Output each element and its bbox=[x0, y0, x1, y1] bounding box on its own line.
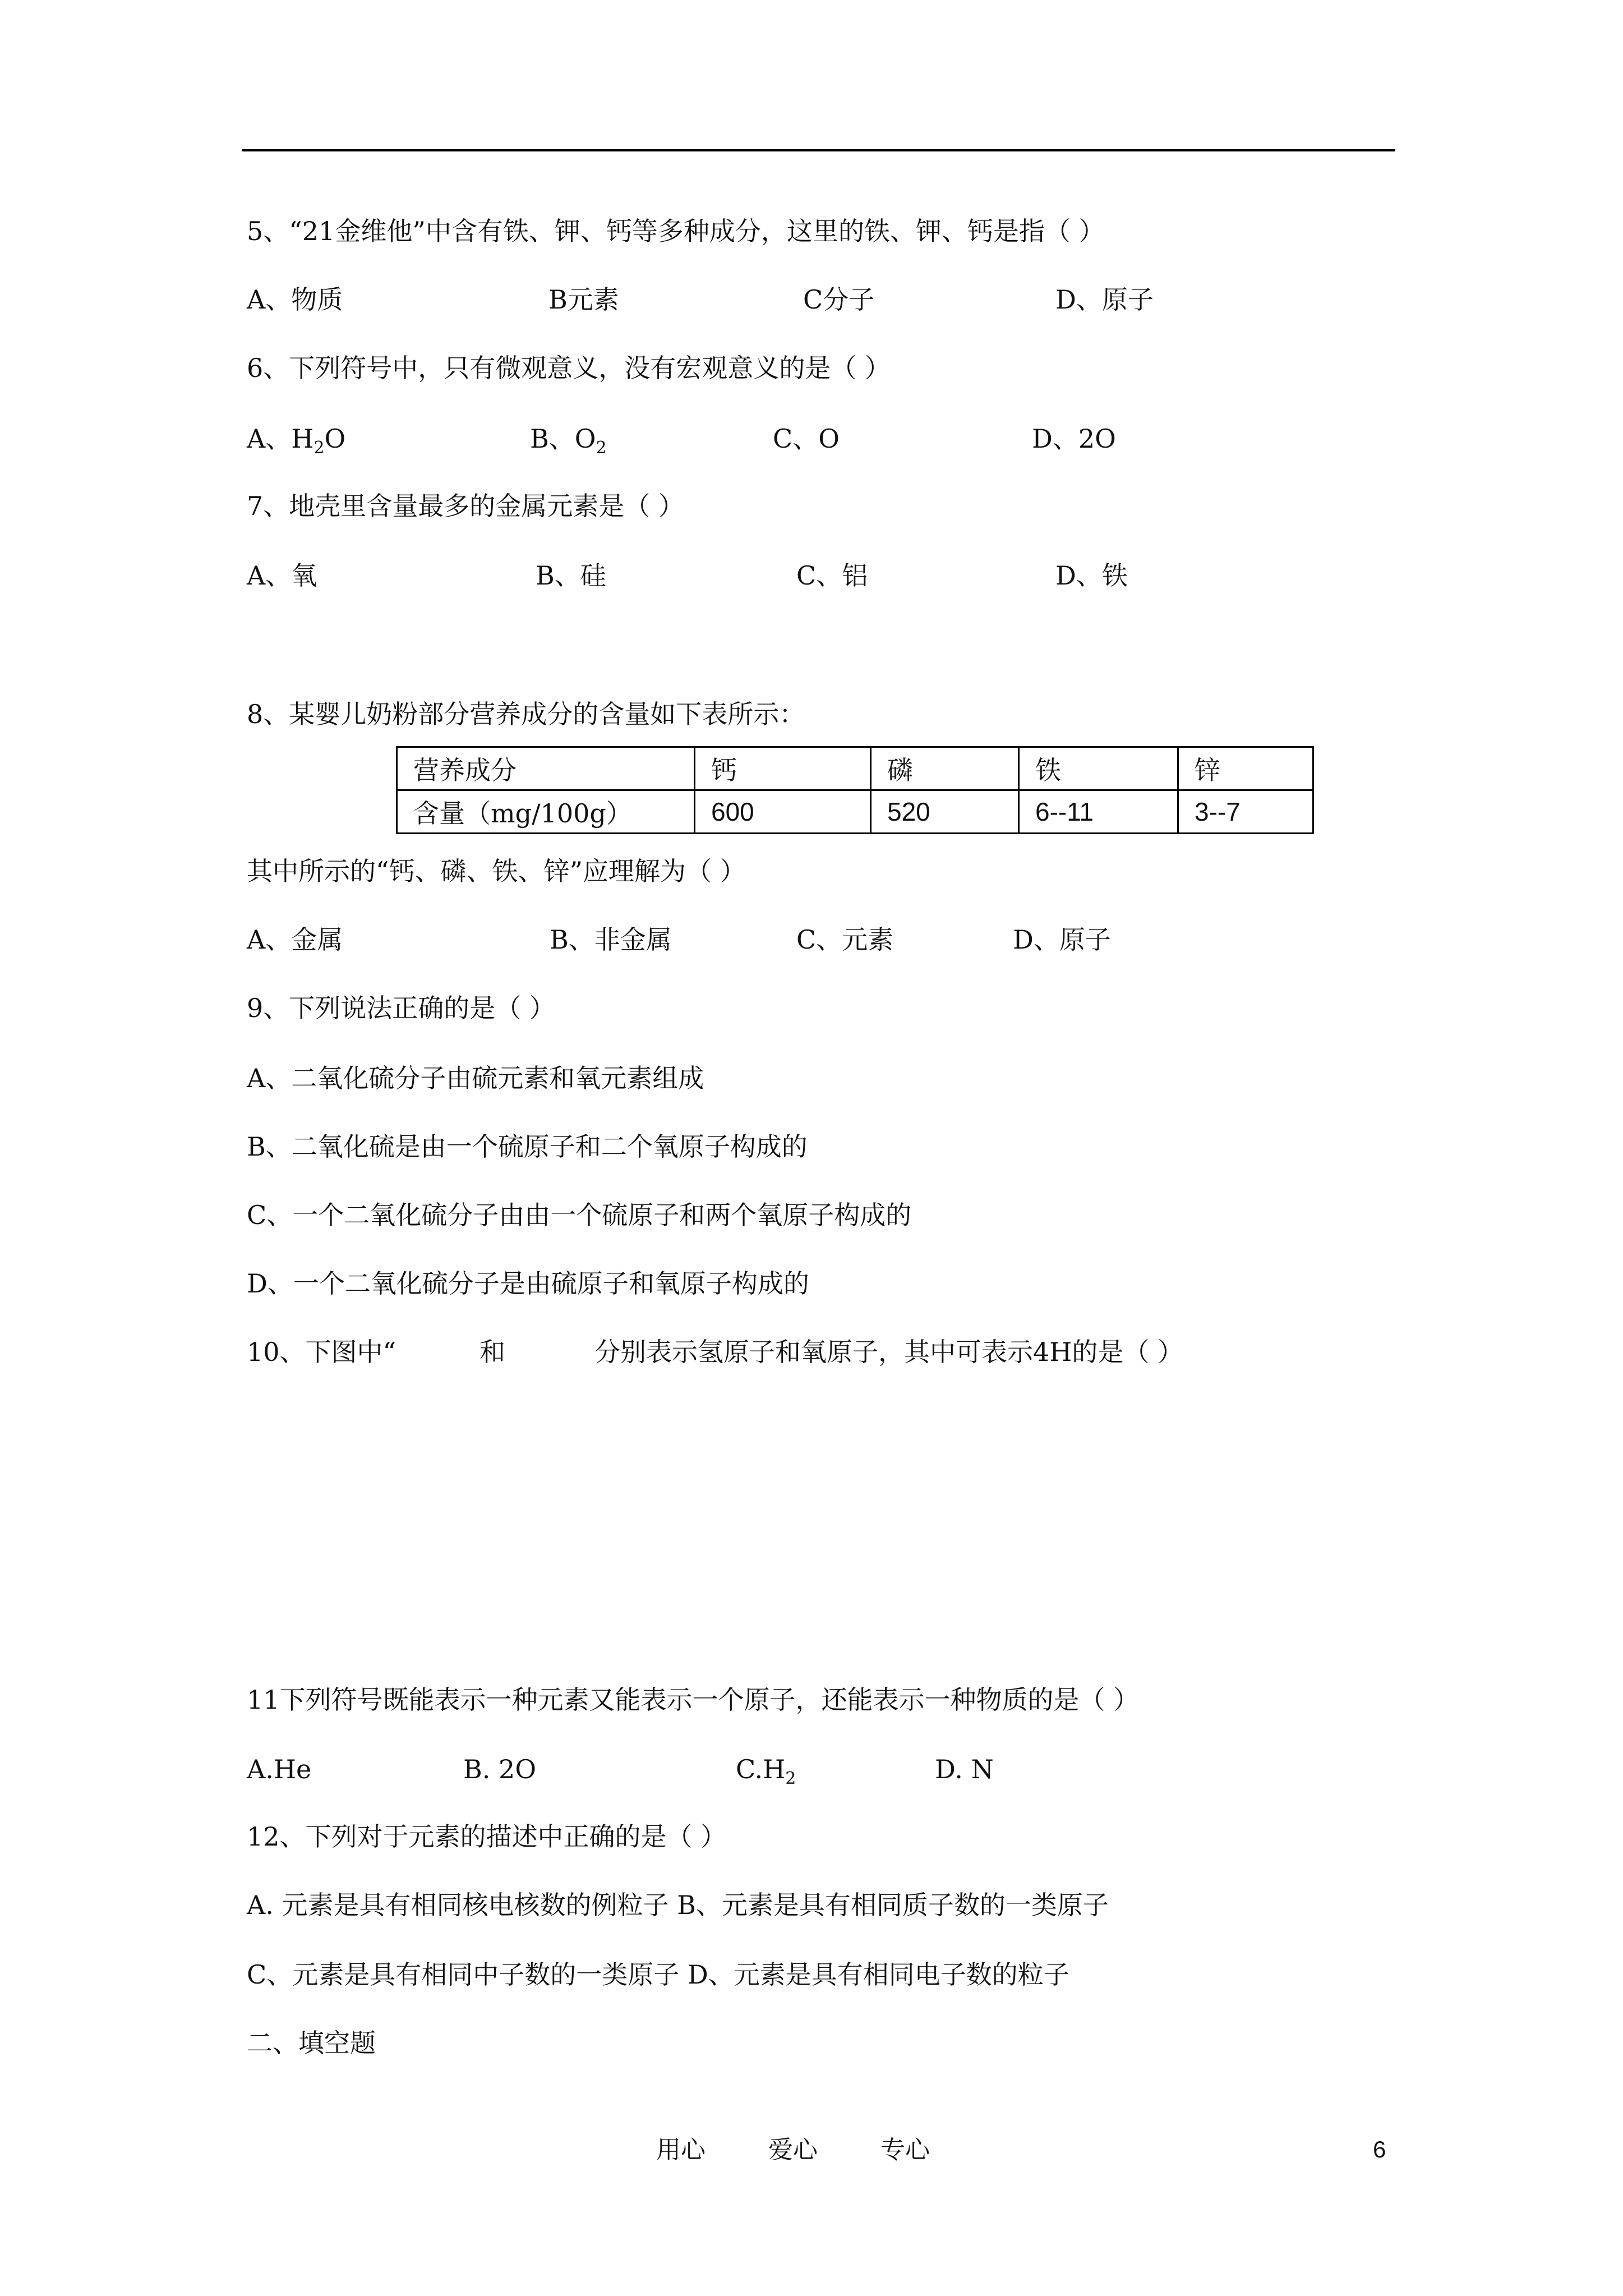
header-rule bbox=[242, 149, 1395, 151]
question-7-option-a: A、氧 bbox=[247, 560, 317, 591]
question-9-option-c: C、一个二氧化硫分子由由一个硫原子和两个氧原子构成的 bbox=[247, 1200, 912, 1230]
footer-text-1: 用心 bbox=[656, 2136, 706, 2164]
question-9-option-a: A、二氧化硫分子由硫元素和氧元素组成 bbox=[247, 1063, 704, 1093]
question-11-option-a: A.He bbox=[247, 1754, 312, 1784]
table-cell: 含量（mg/100g） bbox=[397, 790, 695, 834]
question-10-part-2: 和 bbox=[479, 1337, 505, 1367]
question-11-option-c: $C.H_2$ bbox=[736, 1754, 796, 1788]
question-8-option-a: A、金属 bbox=[247, 924, 343, 955]
question-12-options-cd: C、元素是具有相同中子数的一类原子 D、元素是具有相同电子数的粒子 bbox=[247, 1959, 1069, 1990]
question-6-option-b: B、$O_2$ bbox=[530, 424, 607, 458]
question-8-option-c: C、元素 bbox=[796, 924, 894, 955]
question-7-stem: 7、地壳里含量最多的金属元素是（ ） bbox=[247, 491, 684, 521]
nutrition-table bbox=[396, 746, 1314, 834]
question-6-stem: 6、下列符号中，只有微观意义，没有宏观意义的是（ ） bbox=[247, 353, 891, 383]
question-6-option-d: D、2O bbox=[1032, 424, 1116, 454]
question-11-stem: 11下列符号既能表示一种元素又能表示一个原子，还能表示一种物质的是（ ） bbox=[247, 1685, 1140, 1715]
table-row bbox=[397, 790, 1313, 834]
question-7-option-d: D、铁 bbox=[1055, 560, 1128, 591]
question-5-option-a: A、物质 bbox=[247, 284, 343, 315]
question-12-options-ab: A. 元素是具有相同核电核数的例粒子 B、元素是具有相同质子数的一类原子 bbox=[247, 1890, 1109, 1920]
question-5-option-b: B元素 bbox=[548, 284, 619, 315]
question-9-stem: 9、下列说法正确的是（ ） bbox=[247, 993, 555, 1023]
table-cell: 3--7 bbox=[1178, 790, 1313, 834]
table-cell: 600 bbox=[695, 790, 871, 834]
table-cell: 锌 bbox=[1178, 747, 1313, 790]
question-6-option-a: A、$H_2O$ bbox=[247, 424, 346, 458]
question-8-option-b: B、非金属 bbox=[550, 924, 672, 955]
question-8-option-d: D、原子 bbox=[1013, 924, 1111, 955]
section-2-heading: 二、填空题 bbox=[247, 2028, 376, 2058]
table-cell: 营养成分 bbox=[397, 747, 695, 790]
table-cell: 钙 bbox=[695, 747, 871, 790]
question-8-follow: 其中所示的“钙、磷、铁、锌”应理解为（ ） bbox=[247, 856, 746, 886]
question-7-option-c: C、铝 bbox=[796, 560, 868, 591]
table-cell: 铁 bbox=[1019, 747, 1178, 790]
question-7-option-b: B、硅 bbox=[536, 560, 606, 591]
question-8-stem: 8、某婴儿奶粉部分营养成分的含量如下表所示： bbox=[247, 699, 805, 729]
question-9-option-b: B、二氧化硫是由一个硫原子和二个氧原子构成的 bbox=[247, 1131, 808, 1162]
question-5-option-d: D、原子 bbox=[1055, 284, 1154, 315]
question-9-option-d: D、一个二氧化硫分子是由硫原子和氧原子构成的 bbox=[247, 1268, 809, 1299]
question-10-part-3: 分别表示氢原子和氧原子，其中可表示4H的是（ ） bbox=[594, 1337, 1184, 1367]
question-10-part-1: 10、下图中“ bbox=[247, 1337, 396, 1367]
table-cell: 520 bbox=[871, 790, 1019, 834]
question-11-option-b: B. 2O bbox=[463, 1754, 537, 1784]
question-6-option-c: C、O bbox=[773, 424, 840, 454]
footer-text-2: 爱心 bbox=[768, 2136, 818, 2164]
question-5-option-c: C分子 bbox=[803, 284, 875, 315]
footer-text-3: 专心 bbox=[880, 2136, 930, 2164]
table-header-row bbox=[397, 747, 1313, 790]
question-12-stem: 12、下列对于元素的描述中正确的是（ ） bbox=[247, 1821, 727, 1852]
table-cell: 磷 bbox=[871, 747, 1019, 790]
table-cell: 6--11 bbox=[1019, 790, 1178, 834]
question-11-option-d: D. N bbox=[935, 1754, 994, 1784]
question-5-stem: 5、“21金维他”中含有铁、钾、钙等多种成分，这里的铁、钾、钙是指（ ） bbox=[247, 216, 1105, 246]
page-number: 6 bbox=[1373, 2136, 1386, 2162]
